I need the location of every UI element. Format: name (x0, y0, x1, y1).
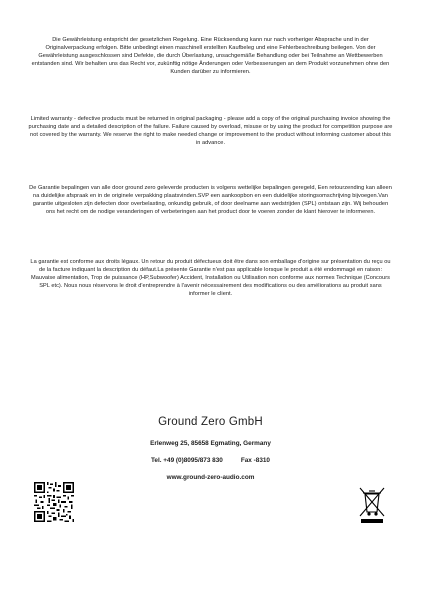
warranty-text-en: Limited warranty - defective products must be returned in original packaging - please add a copy of the original purchasing invoice showing the purchasing date and a detailed description of the failure. Failure caused by overload, misuse or by using the product for competition purpose are not covered by the warranty. We reserve the right to make needed change or improvement to the product without informing customer about this in advance. (28, 116, 393, 147)
company-website: www.ground-zero-audio.com (166, 474, 255, 481)
warranty-text-de: Die Gewährleistung entspricht der gesetzlichen Regelung. Eine Rücksendung kann nur nach vorheriger Absprache und in der Originalverpackung erfolgen. Bitte unbedingt einen maschinell erstellten Kaufbeleg und eine Fehlerbeschreibung beilegen. Von der Gewährleistung ausgeschlossen sind Defekte, die durch Überlastung, unsachgemäße Behandlung oder bei Teilnahme an Wettbewerben entstanden sind. Wir behalten uns das Recht vor, zukünftig nötige Änderungen oder Verbesserungen an dem Produkt vorzunehmen ohne den Kunden darüber zu informieren. (31, 37, 390, 76)
company-contact (0, 457, 421, 464)
warranty-text-nl: De Garantie bepalingen van alle door ground zero geleverde producten is volgens wettelijke bepalingen geregeld, Een retourzending kan alleen na duidelijke afspraak en in de originele verpakking plaatsvinden.SVP een aankoopbon en een duidelijke storingsomschrijving bijvoegen.Van garantie uitgesloten zijn defecten door overbelasting, onkundig gebruik, of door deelname aan wedstrijden (SPL) ontstaan zijn. Wij behouden ons het recht om de nodige veranderingen of verbeteringen aan het product door te voeren zonder de klant hierover te informeren. (29, 185, 392, 216)
company-phone: Tel. +49 (0)8095/873 830 (151, 457, 223, 464)
company-name: Ground Zero GmbH (158, 416, 263, 428)
qr-code-icon (34, 482, 74, 522)
warranty-text-fr: La garantie est conforme aux droits légaux. Un retour du produit défectueux doit être dans son emballage d'origine sur présentation du reçu ou de la facture indiquant la description du défaut.La présente Garantie n'est pas applicable lorsque le produit a été endommagé en raison: Mauvaise alimentation, Trop de puissance (HP,Subwoofer) Accident, Installation ou Utilisation non conforme aux normes Technique (Concours SPL etc). Nous nous réservons le droit d'entreprendre à l'avenir nécessairement des modifications ou des améliorations au produit sans informer le client. (30, 259, 391, 298)
company-address: Erlenweg 25, 85658 Egmating, Germany (150, 440, 271, 447)
company-fax: Fax -8310 (240, 457, 270, 464)
crossed-out-wheelie-bin-icon (358, 485, 386, 525)
